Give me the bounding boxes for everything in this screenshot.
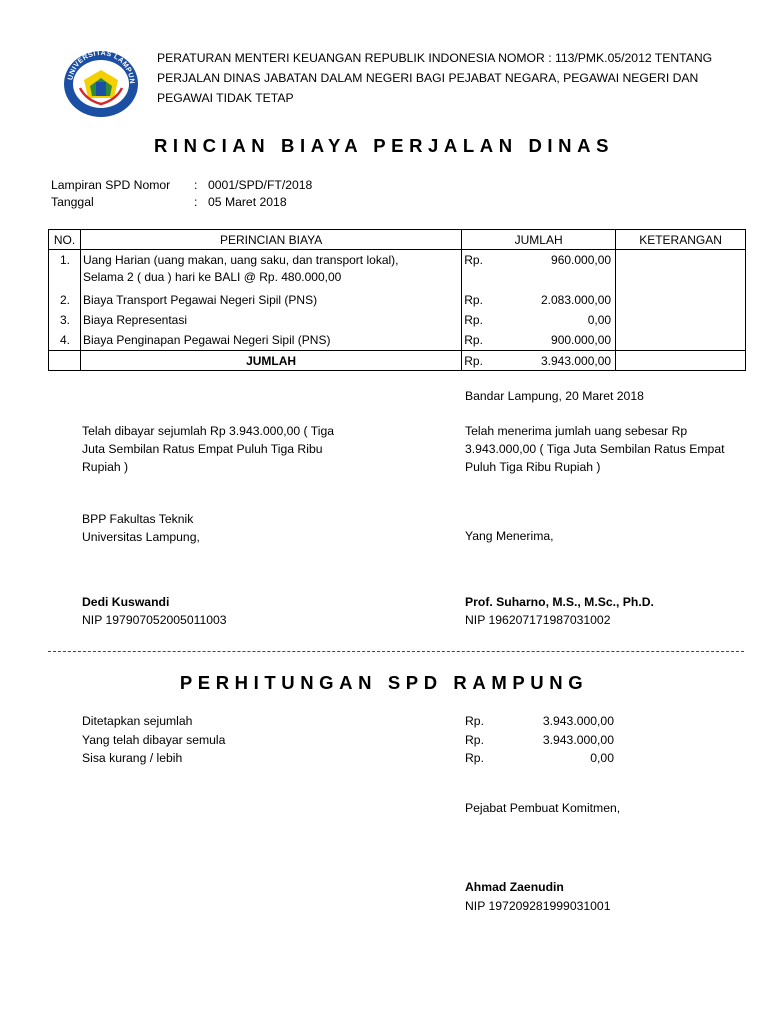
commitment-role: Pejabat Pembuat Komitmen,: [465, 801, 621, 815]
row-amount: 960.000,00: [551, 253, 612, 267]
spd-number-value: 0001/SPD/FT/2018: [208, 178, 313, 192]
payer-name: Dedi Kuswandi: [82, 595, 170, 609]
row-description: Biaya Representasi: [82, 313, 188, 327]
date-label: Tanggal: [51, 195, 94, 209]
calc-amount: 3.943.000,00: [542, 733, 614, 747]
row-currency: Rp.: [464, 333, 483, 347]
document-title: RINCIAN BIAYA PERJALAN DINAS: [153, 135, 615, 156]
row-amount: 900.000,00: [551, 333, 612, 347]
section-divider: [48, 651, 744, 652]
row-description: Uang Harian (uang makan, uang saku, dan transport lokal), Selama 2 ( dua ) hari ke BALI @ Rp. 480.000,00: [82, 253, 399, 284]
commitment-nip: NIP 197209281999031001: [465, 899, 611, 913]
calc-currency: Rp.: [465, 751, 484, 765]
row-description: Biaya Penginapan Pegawai Negeri Sipil (PNS): [82, 333, 331, 347]
receiver-nip: NIP 196207171987031002: [465, 613, 611, 627]
row-currency: Rp.: [464, 293, 483, 307]
header-no: NO.: [49, 230, 81, 250]
table-body: [49, 250, 746, 351]
total-amount: 3.943.000,00: [510, 351, 616, 371]
calc-currency: Rp.: [465, 733, 484, 747]
table-total-row: [49, 351, 746, 371]
logo-text: UNIVERSITAS LAMPUN: [67, 49, 136, 85]
place-date: Bandar Lampung, 20 Maret 2018: [465, 389, 644, 403]
regulation-reference: PERATURAN MENTERI KEUANGAN REPUBLIK INDONESIA NOMOR : 113/PMK.05/2012 TENTANG PERJALAN DINAS JABATAN DALAM NEGERI BAGI PEJABAT NEGARA, PEGAWAI NEGERI DAN PEGAWAI TIDAK TETAP: [157, 51, 713, 105]
cost-table: [48, 229, 746, 371]
calc-currency: Rp.: [465, 714, 484, 728]
row-amount: 0,00: [587, 313, 612, 327]
spd-number-label: Lampiran SPD Nomor: [51, 178, 171, 192]
row-currency: Rp.: [464, 313, 483, 327]
row-no: 2.: [59, 293, 70, 307]
calculation-title: PERHITUNGAN SPD RAMPUNG: [179, 672, 589, 693]
header-amount: JUMLAH: [462, 230, 616, 250]
date-colon: :: [194, 195, 198, 209]
total-currency: Rp.: [462, 351, 510, 371]
date-value: 05 Maret 2018: [208, 195, 287, 209]
received-statement: Telah menerima jumlah uang sebesar Rp 3.943.000,00 ( Tiga Juta Sembilan Ratus Empat Puluh Tiga Ribu Rupiah ): [465, 424, 725, 474]
row-description: Biaya Transport Pegawai Negeri Sipil (PNS): [82, 293, 318, 307]
calc-label-set: Ditetapkan sejumlah: [82, 714, 193, 728]
row-no: 4.: [59, 333, 70, 347]
header-note: KETERANGAN: [616, 230, 746, 250]
calc-label-balance: Sisa kurang / lebih: [82, 751, 183, 765]
calc-amount: 0,00: [590, 751, 614, 765]
row-currency: Rp.: [464, 253, 483, 267]
commitment-name: Ahmad Zaenudin: [465, 880, 564, 894]
receiver-role: Yang Menerima,: [465, 529, 554, 543]
calc-label-paid: Yang telah dibayar semula: [82, 733, 226, 747]
total-label: JUMLAH: [80, 351, 461, 371]
university-logo: [62, 46, 140, 118]
receiver-name: Prof. Suharno, M.S., M.Sc., Ph.D.: [465, 595, 654, 609]
row-amount: 2.083.000,00: [541, 293, 612, 307]
calc-amount: 3.943.000,00: [542, 714, 614, 728]
table-header-row: [49, 230, 746, 250]
row-no: 3.: [59, 313, 70, 327]
payer-organization: BPP Fakultas Teknik Universitas Lampung,: [82, 512, 200, 544]
row-no: 1.: [59, 253, 70, 267]
header-description: PERINCIAN BIAYA: [80, 230, 461, 250]
spd-number-colon: :: [194, 178, 198, 192]
row-note: [616, 250, 746, 351]
paid-statement: Telah dibayar sejumlah Rp 3.943.000,00 ( Tiga Juta Sembilan Ratus Empat Puluh Tiga Ribu Rupiah ): [82, 424, 335, 474]
payer-nip: NIP 197907052005011003: [82, 613, 227, 627]
